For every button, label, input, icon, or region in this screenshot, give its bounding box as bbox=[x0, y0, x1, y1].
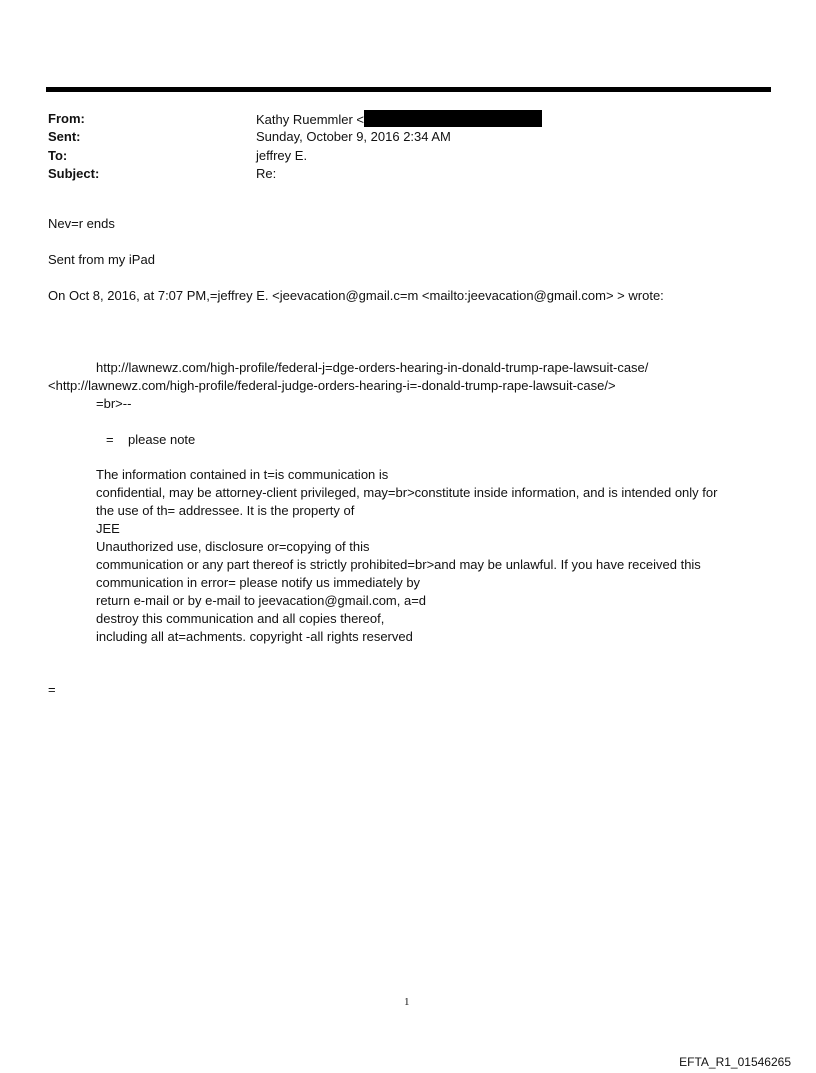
page-number: 1 bbox=[404, 996, 410, 1008]
br-line: =br>-- bbox=[96, 396, 132, 411]
sent-label: Sent: bbox=[48, 129, 81, 145]
url-line-2: <http://lawnewz.com/high-profile/federal-judge-orders-hearing-i=-donald-trump-rape-lawsuit-case/> bbox=[48, 378, 616, 393]
disclaimer-line: Unauthorized use, disclosure or=copying of this bbox=[96, 539, 370, 554]
subject-value: Re: bbox=[256, 165, 277, 181]
disclaimer-line: including all at=achments. copyright -all rights reserved bbox=[96, 629, 413, 644]
sent-value: Sunday, October 9, 2016 2:34 AM bbox=[256, 129, 451, 145]
disclaimer-line: destroy this communication and all copies thereof, bbox=[96, 611, 385, 626]
url-line-1: http://lawnewz.com/high-profile/federal-j=dge-orders-hearing-in-donald-trump-rape-lawsuit-case/ bbox=[96, 360, 649, 375]
trailing-equals: = bbox=[48, 682, 56, 697]
disclaimer-line: confidential, may be attorney-client privileged, may=br>constitute inside information, and is intended only for bbox=[96, 485, 718, 500]
please-note-line: = please note bbox=[106, 432, 196, 447]
from-name: Kathy Ruemmler < bbox=[256, 112, 365, 127]
document-id: EFTA_R1_01546265 bbox=[679, 1055, 791, 1069]
subject-label: Subject: bbox=[48, 165, 100, 181]
body-line-1: Nev=r ends bbox=[48, 216, 115, 231]
disclaimer-line: return e-mail or by e-mail to jeevacation@gmail.com, a=d bbox=[96, 593, 427, 608]
to-label: To: bbox=[48, 147, 68, 163]
disclaimer-line: communication or any part thereof is strictly prohibited=br>and may be unlawful. If you have received this bbox=[96, 557, 701, 572]
to-value: jeffrey E. bbox=[256, 147, 308, 163]
disclaimer-line: JEE bbox=[96, 521, 120, 536]
disclaimer-line: the use of th= addressee. It is the property of bbox=[96, 503, 355, 518]
from-label: From: bbox=[48, 111, 85, 126]
disclaimer-line: The information contained in t=is communication is bbox=[96, 467, 389, 482]
header-rule bbox=[46, 87, 771, 92]
disclaimer-line: communication in error= please notify us immediately by bbox=[96, 575, 421, 590]
redaction-box bbox=[364, 110, 542, 127]
body-line-2: Sent from my iPad bbox=[48, 252, 155, 267]
disclaimer-block bbox=[96, 466, 717, 646]
from-value bbox=[256, 110, 542, 129]
body-line-3: On Oct 8, 2016, at 7:07 PM,=jeffrey E. <jeevacation@gmail.c=m <mailto:jeevacation@gmail.com> > wrote: bbox=[48, 288, 664, 303]
